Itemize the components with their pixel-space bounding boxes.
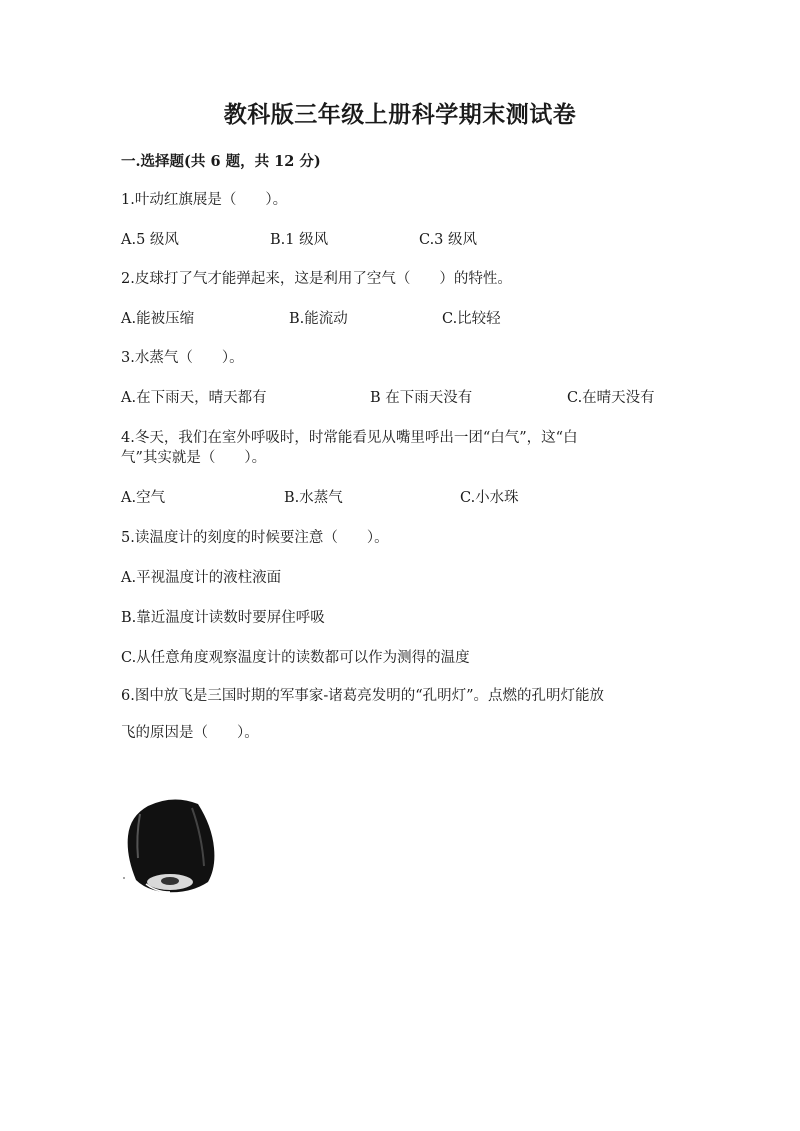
question-1-option-a[interactable]: A.5 级风 bbox=[121, 232, 179, 248]
question-1-option-c[interactable]: C.3 级风 bbox=[419, 232, 478, 248]
section-heading: 一.选择题(共 6 题，共 12 分) bbox=[121, 153, 321, 170]
question-3-text: 3.水蒸气（ ）。 bbox=[121, 350, 244, 366]
question-4-text-line-1: 4.冬天，我们在室外呼吸时，时常能看见从嘴里呼出一团“白气”，这“白 bbox=[121, 430, 578, 446]
question-6-text-line-2: 飞的原因是（ ）。 bbox=[121, 725, 259, 741]
kongming-lantern-image bbox=[118, 796, 218, 898]
question-4-option-b[interactable]: B.水蒸气 bbox=[284, 490, 343, 506]
question-3-option-b[interactable]: B 在下雨天没有 bbox=[370, 390, 473, 406]
question-5-option-b[interactable]: B.靠近温度计读数时要屏住呼吸 bbox=[121, 610, 325, 626]
question-1-option-b[interactable]: B.1 级风 bbox=[270, 232, 329, 248]
question-5-option-a[interactable]: A.平视温度计的液柱液面 bbox=[121, 570, 282, 586]
question-6-text-line-1: 6.图中放飞是三国时期的军事家-诸葛亮发明的“孔明灯”。点燃的孔明灯能放 bbox=[121, 688, 605, 704]
question-2-option-a[interactable]: A.能被压缩 bbox=[121, 311, 195, 327]
question-4-option-a[interactable]: A.空气 bbox=[121, 490, 166, 506]
page-title: 教科版三年级上册科学期末测试卷 bbox=[223, 101, 577, 128]
question-4-option-c[interactable]: C.小水珠 bbox=[460, 490, 519, 506]
question-3-option-a[interactable]: A.在下雨天，晴天都有 bbox=[121, 390, 267, 406]
question-2-option-c[interactable]: C.比较轻 bbox=[442, 311, 501, 327]
question-4-text-line-2: 气”其实就是（ ）。 bbox=[121, 450, 267, 466]
question-1-text: 1.叶动红旗展是（ ）。 bbox=[121, 192, 288, 208]
question-3-option-c[interactable]: C.在晴天没有 bbox=[567, 390, 655, 406]
question-5-option-c[interactable]: C.从任意角度观察温度计的读数都可以作为测得的温度 bbox=[121, 650, 470, 666]
question-2-option-b[interactable]: B.能流动 bbox=[289, 311, 348, 327]
question-5-text: 5.读温度计的刻度的时候要注意（ ）。 bbox=[121, 530, 389, 546]
question-2-text: 2.皮球打了气才能弹起来，这是利用了空气（ ）的特性。 bbox=[121, 271, 512, 287]
